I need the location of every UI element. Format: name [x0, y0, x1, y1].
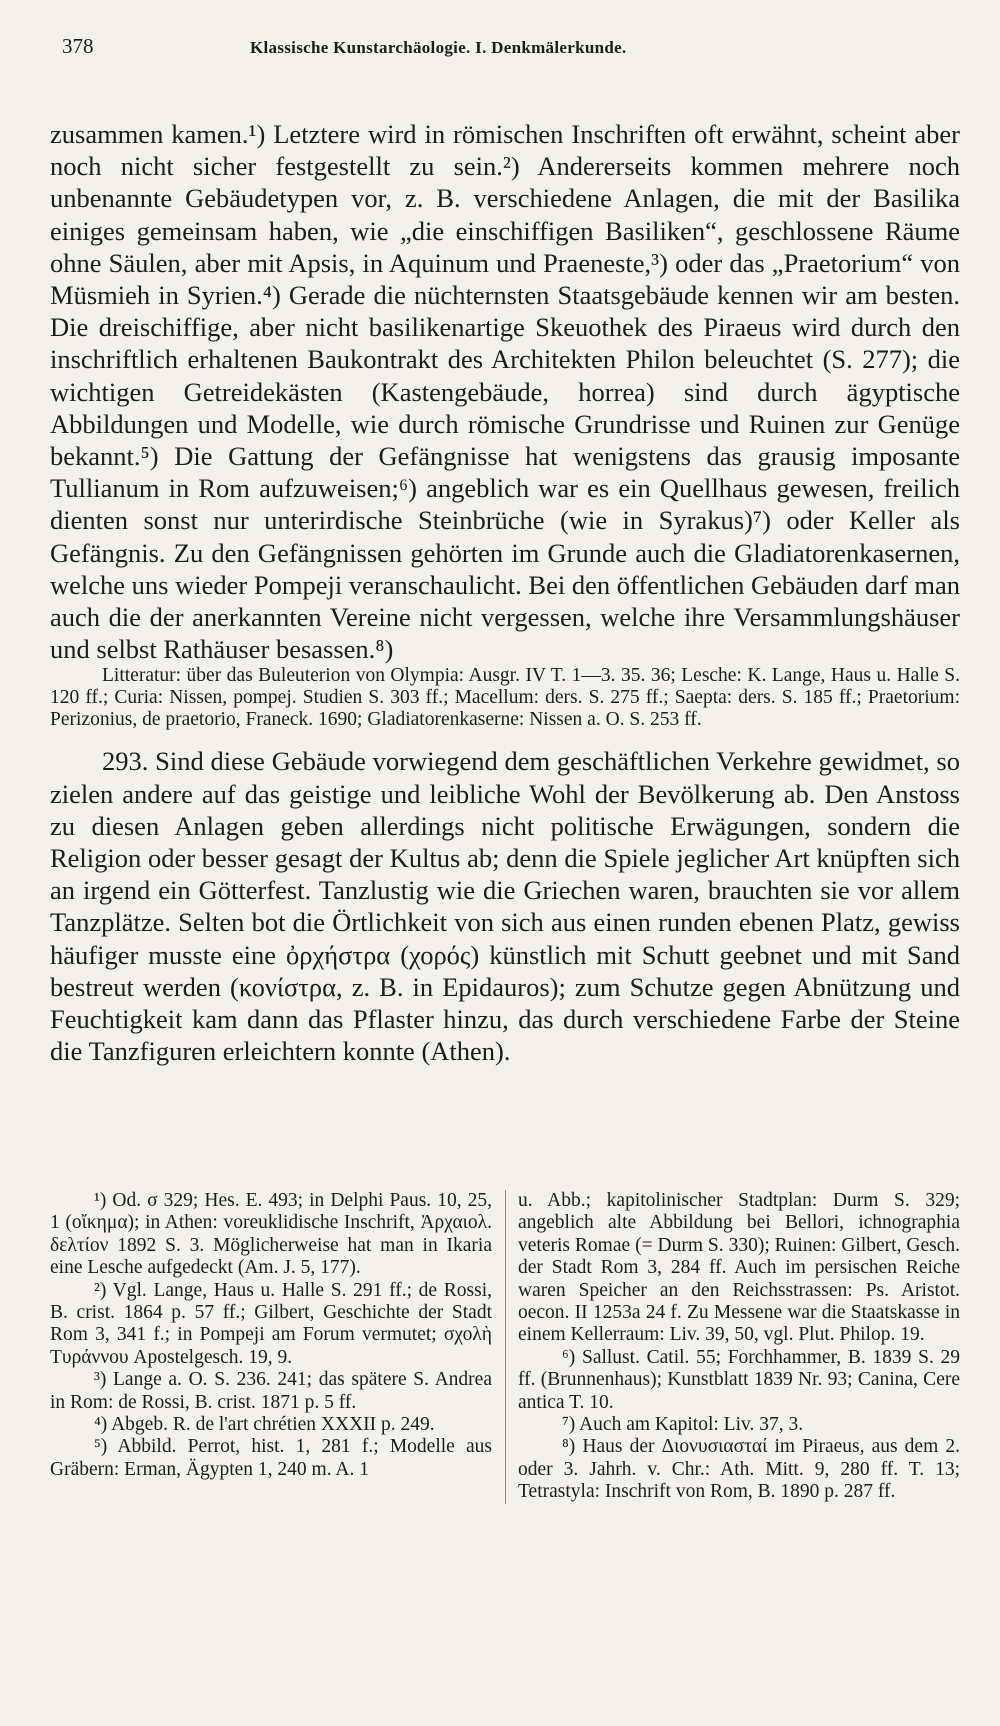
- footnote: ³) Lange a. O. S. 236. 241; das spätere S. Andrea in Rom: de Rossi, B. crist. 1871 p. 5 ff.: [50, 1369, 492, 1413]
- column-divider: [505, 1190, 506, 1504]
- footnotes-left-column: [50, 1190, 492, 1504]
- literature-note: Litteratur: über das Buleuterion von Olympia: Ausgr. IV T. 1—3. 35. 36; Lesche: K. Lange, Haus u. Halle S. 120 ff.; Curia: Nissen, pompej. Studien S. 303 ff.; Macellum: ders. S. 275 ff.; Saepta: ders. S. 185 ff.; Praetorium: Perizonius, de praetorio, Franeck. 1690; Gladiatorenkaserne: Nissen a. O. S. 253 ff.: [50, 665, 960, 731]
- page-number: 378: [62, 34, 94, 58]
- footnote: ¹) Od. σ 329; Hes. E. 493; in Delphi Paus. 10, 25, 1 (οἴκημα); in Athen: voreuklidische Inschrift, Ἀρχαιολ. δελτίον 1892 S. 3. Möglicherweise hat man in Ikaria eine Lesche aufgedeckt (Am. J. 5, 177).: [50, 1190, 492, 1279]
- running-title: Klassische Kunstarchäologie. I. Denkmälerkunde.: [250, 38, 627, 57]
- footnote: ⁸) Haus der Διονυσιασταί im Piraeus, aus dem 2. oder 3. Jahrh. v. Chr.: Ath. Mitt. 9, 280 ff. T. 13; Tetrastyla: Inschrift von Rom, B. 1890 p. 287 ff.: [518, 1436, 960, 1503]
- paragraph-293: 293. Sind diese Gebäude vorwiegend dem geschäftlichen Verkehre gewidmet, so zielen andere auf das geistige und leibliche Wohl der Bevölkerung ab. Den Anstoss zu diesen Anlagen geben allerdings nicht politische Erwägungen, sondern die Religion oder besser gesagt der Kultus ab; denn die Spiele jeglicher Art knüpften sich an irgend ein Götterfest. Tanzlustig wie die Griechen waren, brauchten sie vor allem Tanzplätze. Selten bot die Örtlichkeit von sich aus einen runden ebenen Platz, gewiss häufiger musste eine ὀρχήστρα (χορός) künstlich mit Schutt geebnet und mit Sand bestreut werden (κονίστρα, z. B. in Epidauros); zum Schutze gegen Abnützung und Feuchtigkeit kam dann das Pflaster hinzu, das durch verschiedene Farbe der Steine die Tanzfiguren erleichtern konnte (Athen).: [50, 746, 960, 1067]
- footnotes-right-column: [518, 1190, 960, 1504]
- footnote: ⁵) Abbild. Perrot, hist. 1, 281 f.; Modelle aus Gräbern: Erman, Ägypten 1, 240 m. A. 1: [50, 1436, 492, 1480]
- footnote: ⁴) Abgeb. R. de l'art chrétien XXXII p. 249.: [94, 1414, 435, 1436]
- footnote: ⁶) Sallust. Catil. 55; Forchhammer, B. 1839 S. 29 ff. (Brunnenhaus); Kunstblatt 1839 Nr. 93; Canina, Cere antica T. 10.: [518, 1346, 960, 1413]
- paragraph-continued: zusammen kamen.¹) Letztere wird in römischen Inschriften oft erwähnt, scheint aber noch nicht sicher festgestellt zu sein.²) Andererseits kommen mehrere noch unbenannte Gebäudetypen vor, z. B. verschiedene Anlagen, die mit der Basilika einiges gemeinsam haben, wie „die einschiffigen Basiliken“, geschlossene Räume ohne Säulen, aber mit Apsis, in Aquinum und Praeneste,³) oder das „Praetorium“ von Müsmieh in Syrien.⁴) Gerade die nüchternsten Staatsgebäude kennen wir am besten. Die dreischiffige, aber nicht basilikenartige Skeuothek des Piraeus wird durch den inschriftlich erhaltenen Baukontrakt des Architekten Philon beleuchtet (S. 277); die wichtigen Getreidekästen (Kastengebäude, horrea) sind durch ägyptische Abbildungen und Modelle, wie durch römische Grundrisse und Ruinen zur Genüge bekannt.⁵) Die Gattung der Gefängnisse hat wenigstens das grausig imposante Tullianum in Rom aufzuweisen;⁶) angeblich war es ein Quellhaus gewesen, freilich dienten sonst nur unterirdische Steinbrüche (wie in Syrakus)⁷) oder Keller als Gefängnis. Zu den Gefängnissen gehörten im Grunde auch die Gladiatorenkasernen, welche uns wieder Pompeji veranschaulicht. Bei den öffentlichen Gebäuden darf man auch die der anerkannten Vereine nicht vergessen, welche ihre Versammlungshäuser und selbst Rathäuser besassen.⁸): [50, 119, 960, 665]
- main-text: [50, 118, 960, 1067]
- footnotes: [50, 1190, 960, 1504]
- footnote-continued: u. Abb.; kapitolinischer Stadtplan: Durm S. 329; angeblich alte Abbildung bei Bellori, ichnographia veteris Romae (= Durm S. 330); Ruinen: Gilbert, Gesch. der Stadt Rom 3, 284 ff. Auch im persischen Reiche waren Speicher an den Reichsstrassen: Ps. Aristot. oecon. II 1253a 24 f. Zu Messene war die Staatskasse in einem Kellerraum: Liv. 39, 50, vgl. Plut. Philop. 19.: [518, 1190, 960, 1346]
- running-head: [50, 34, 960, 68]
- footnote: ⁷) Auch am Kapitol: Liv. 37, 3.: [562, 1414, 804, 1436]
- footnote: ²) Vgl. Lange, Haus u. Halle S. 291 ff.; de Rossi, B. crist. 1864 p. 57 ff.; Gilbert, Geschichte der Stadt Rom 3, 341 f.; in Pompeji am Forum vermutet; σχολὴ Τυράννου Apostelgesch. 19, 9.: [50, 1279, 492, 1368]
